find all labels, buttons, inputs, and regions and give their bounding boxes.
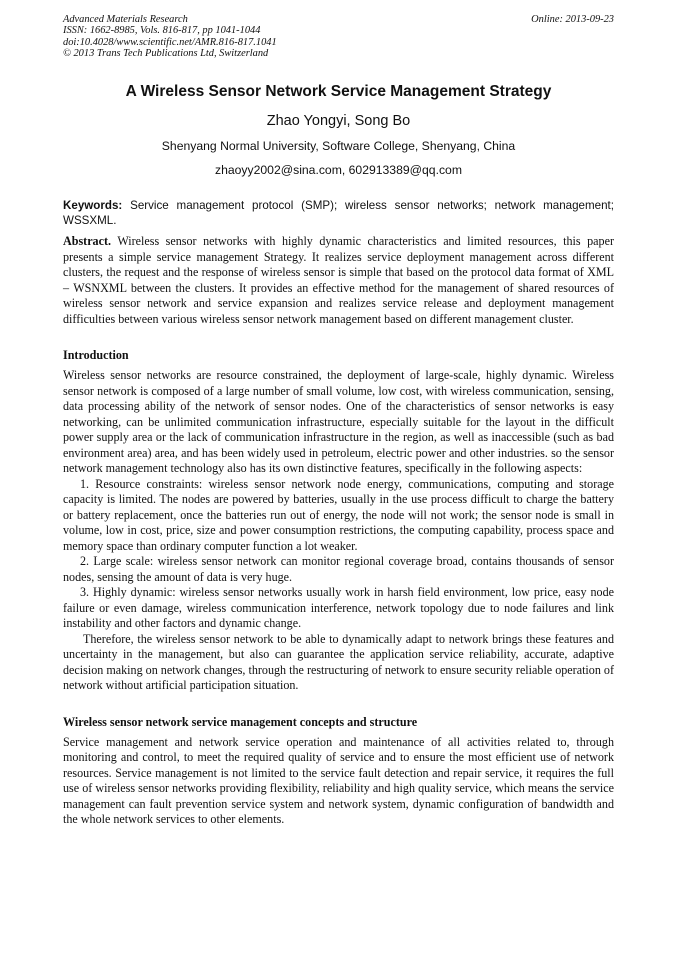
keywords-text: Service management protocol (SMP); wireless sensor networks; network management; WSSXML. [63,199,614,228]
intro-item-3: 3. Highly dynamic: wireless sensor networks usually work in harsh field environment, low price, easy node failure or even damage, wireless communication interference, network topology due to node failures and link instability and other factors and dynamic change. [63,585,614,631]
journal-header [63,14,614,64]
intro-item-2: 2. Large scale: wireless sensor network can monitor regional coverage broad, contains thousands of sensor nodes, sensing the amount of data is very huge. [63,554,614,584]
paper-title: A Wireless Sensor Network Service Management Strategy [125,83,552,100]
online-date: Online: 2013-09-23 [531,14,614,25]
paper-page [63,14,614,828]
section-heading-concepts: Wireless sensor network service management concepts and structure [63,714,418,729]
intro-item-1: 1. Resource constraints: wireless sensor network node energy, communications, computing and storage capacity is limited. The nodes are powered by batteries, usually in the use process difficult to charge the battery or battery replacement, once the batteries run out of energy, the node will not work; the sensor node is small in volume, low in cost, price, size and power consumption restrictions, the computing capability, process space and memory space than ordinary computer function a lot weaker. [63,476,614,553]
author-affiliation: Shenyang Normal University, Software College, Shenyang, China [161,139,516,153]
doi-line: doi:10.4028/www.scientific.net/AMR.816-817.1041 [63,36,277,48]
concepts-paragraph: Service management and network service operation and maintenance of all activities related to, through monitoring and control, to meet the required quality of service and to ensure the most efficient use of network resources. Service management is not limited to the service fault detection and repair service, it requires the full use of wireless sensor networks providing flexibility, reliability and high quality service, which means the service management can fault prevention service system and network system, dynamic configuration of bandwidth and the whole network services to other elements. [63,734,614,827]
intro-paragraph: Wireless sensor networks are resource constrained, the deployment of large-scale, highly dynamic. Wireless sensor network is composed of a large number of small volume, low cost, with wireless communication, sensing, data processing ability of the network of sensor nodes. One of the characteristics of sensor networks is easy networking, can be unlimited communication infrastructure, especially suitable for the layout in the difficult power supply area or the lack of communication infrastructure in the region, as well as inaccessible (such as bad environment area) area, and has been widely used in petroleum, electric power and other industries. so the sensor network management technology also has its own distinctive features, specifically in the following aspects: [63,368,614,476]
copyright-line: © 2013 Trans Tech Publications Ltd, Switzerland [63,48,269,60]
keywords-label: Keywords: [63,199,123,212]
author-email: zhaoyy2002@sina.com, 602913389@qq.com [215,163,462,177]
keywords [63,198,614,228]
intro-paragraph-2: Therefore, the wireless sensor network to be able to dynamically adapt to network brings these features and uncertainty in the management, but also can guarantee the application service reliability, accurate, adaptive decision making on network changes, through the restructuring of network to ensure security reliable operation of network without artificial participation situation. [63,631,614,693]
issn-line: ISSN: 1662-8985, Vols. 816-817, pp 1041-1044 [63,25,261,37]
abstract-text: Wireless sensor networks with highly dynamic characteristics and limited resources, this paper presents a simple service management Strategy. It realizes service deployment management across different clusters, the request and the response of wireless sensor is simple that based on the protocol data format of XML – WSNXML between the clusters. It provides an effective method for the management of shared resources of wireless sensor network and service expansion and realizes service release and deployment management difficulties between various wireless sensor network management based on different management cluster. [63,234,614,326]
abstract-label: Abstract. [63,234,112,249]
section-heading-introduction: Introduction [63,348,129,363]
journal-name: Advanced Materials Research [63,14,188,25]
abstract [63,234,614,327]
paper-authors: Zhao Yongyi, Song Bo [266,113,411,129]
